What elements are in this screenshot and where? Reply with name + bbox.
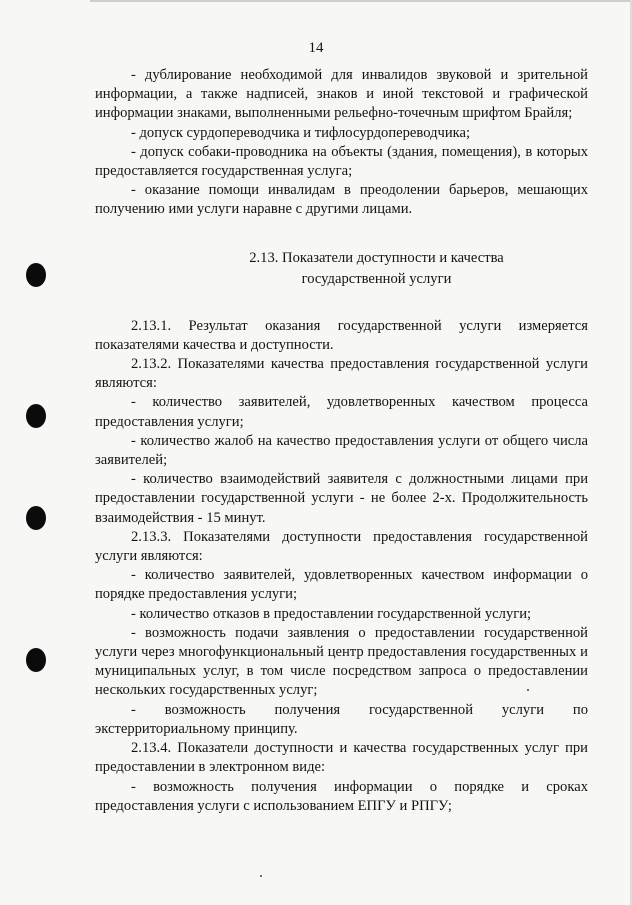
punch-hole-mark	[26, 648, 46, 672]
paragraph: - количество заявителей, удовлетворенных качеством информации о порядке предоставления услуги;	[95, 567, 588, 603]
scan-edge-top	[90, 0, 632, 2]
paragraph: - количество жалоб на качество предоставления услуги от общего числа заявителей;	[95, 432, 588, 469]
paragraph: - количество заявителей, удовлетворенных качеством процесса предоставления услуги;	[95, 394, 588, 430]
paragraph: - возможность получения государственной услуги по экстерриториальному принципу.	[95, 701, 588, 737]
paragraph: 2.13.4. Показатели доступности и качества государственных услуг при предоставлении в электронном виде:	[95, 740, 588, 776]
punch-hole-mark	[26, 506, 46, 530]
section-heading-line: 2.13. Показатели доступности и качества	[249, 249, 504, 266]
paragraph: 2.13.3. Показателями доступности предоставления государственной услуги являются:	[95, 528, 588, 565]
punch-hole-mark	[26, 263, 46, 287]
paragraph: - допуск сурдопереводчика и тифлосурдопереводчика;	[131, 124, 471, 141]
paragraph: - возможность подачи заявления о предоставлении государственной услуги через многофункциональный центр предоставления государственных и муниципальных услуг, в том числе посредством запроса о предоставлении нескольких государственных услуг;	[95, 624, 588, 699]
punch-hole-mark	[26, 404, 46, 428]
document-body	[95, 66, 588, 816]
paragraph: 2.13.2. Показателями качества предоставления государственной услуги являются:	[95, 356, 588, 392]
section-heading-line: государственной услуги	[301, 270, 452, 287]
scan-speck	[260, 875, 262, 877]
paragraph: - количество отказов в предоставлении государственной услуги;	[131, 605, 532, 622]
scan-speck	[527, 689, 529, 691]
page-number: 14	[308, 40, 324, 56]
section-heading	[95, 248, 588, 290]
paragraph: - количество взаимодействий заявителя с должностными лицами при предоставлении государственной услуги - не более 2-х. Продолжительность взаимодействия - 15 минут.	[95, 471, 588, 526]
paragraph: 2.13.1. Результат оказания государственной услуги измеряется показателями качества и доступности.	[95, 317, 588, 353]
paragraph: - оказание помощи инвалидам в преодолении барьеров, мешающих получению ими услуги наравне с другими лицами.	[95, 182, 588, 218]
paragraph: - возможность получения информации о порядке и сроках предоставления услуги с использованием ЕПГУ и РПГУ;	[95, 778, 588, 814]
paragraph: - дублирование необходимой для инвалидов звуковой и зрительной информации, а также надписей, знаков и иной текстовой и графической информации знаками, выполненными рельефно-точечным шрифтом Брайля;	[95, 67, 588, 122]
paragraph: - допуск собаки-проводника на объекты (здания, помещения), в которых предоставляется государственная услуга;	[95, 143, 588, 180]
